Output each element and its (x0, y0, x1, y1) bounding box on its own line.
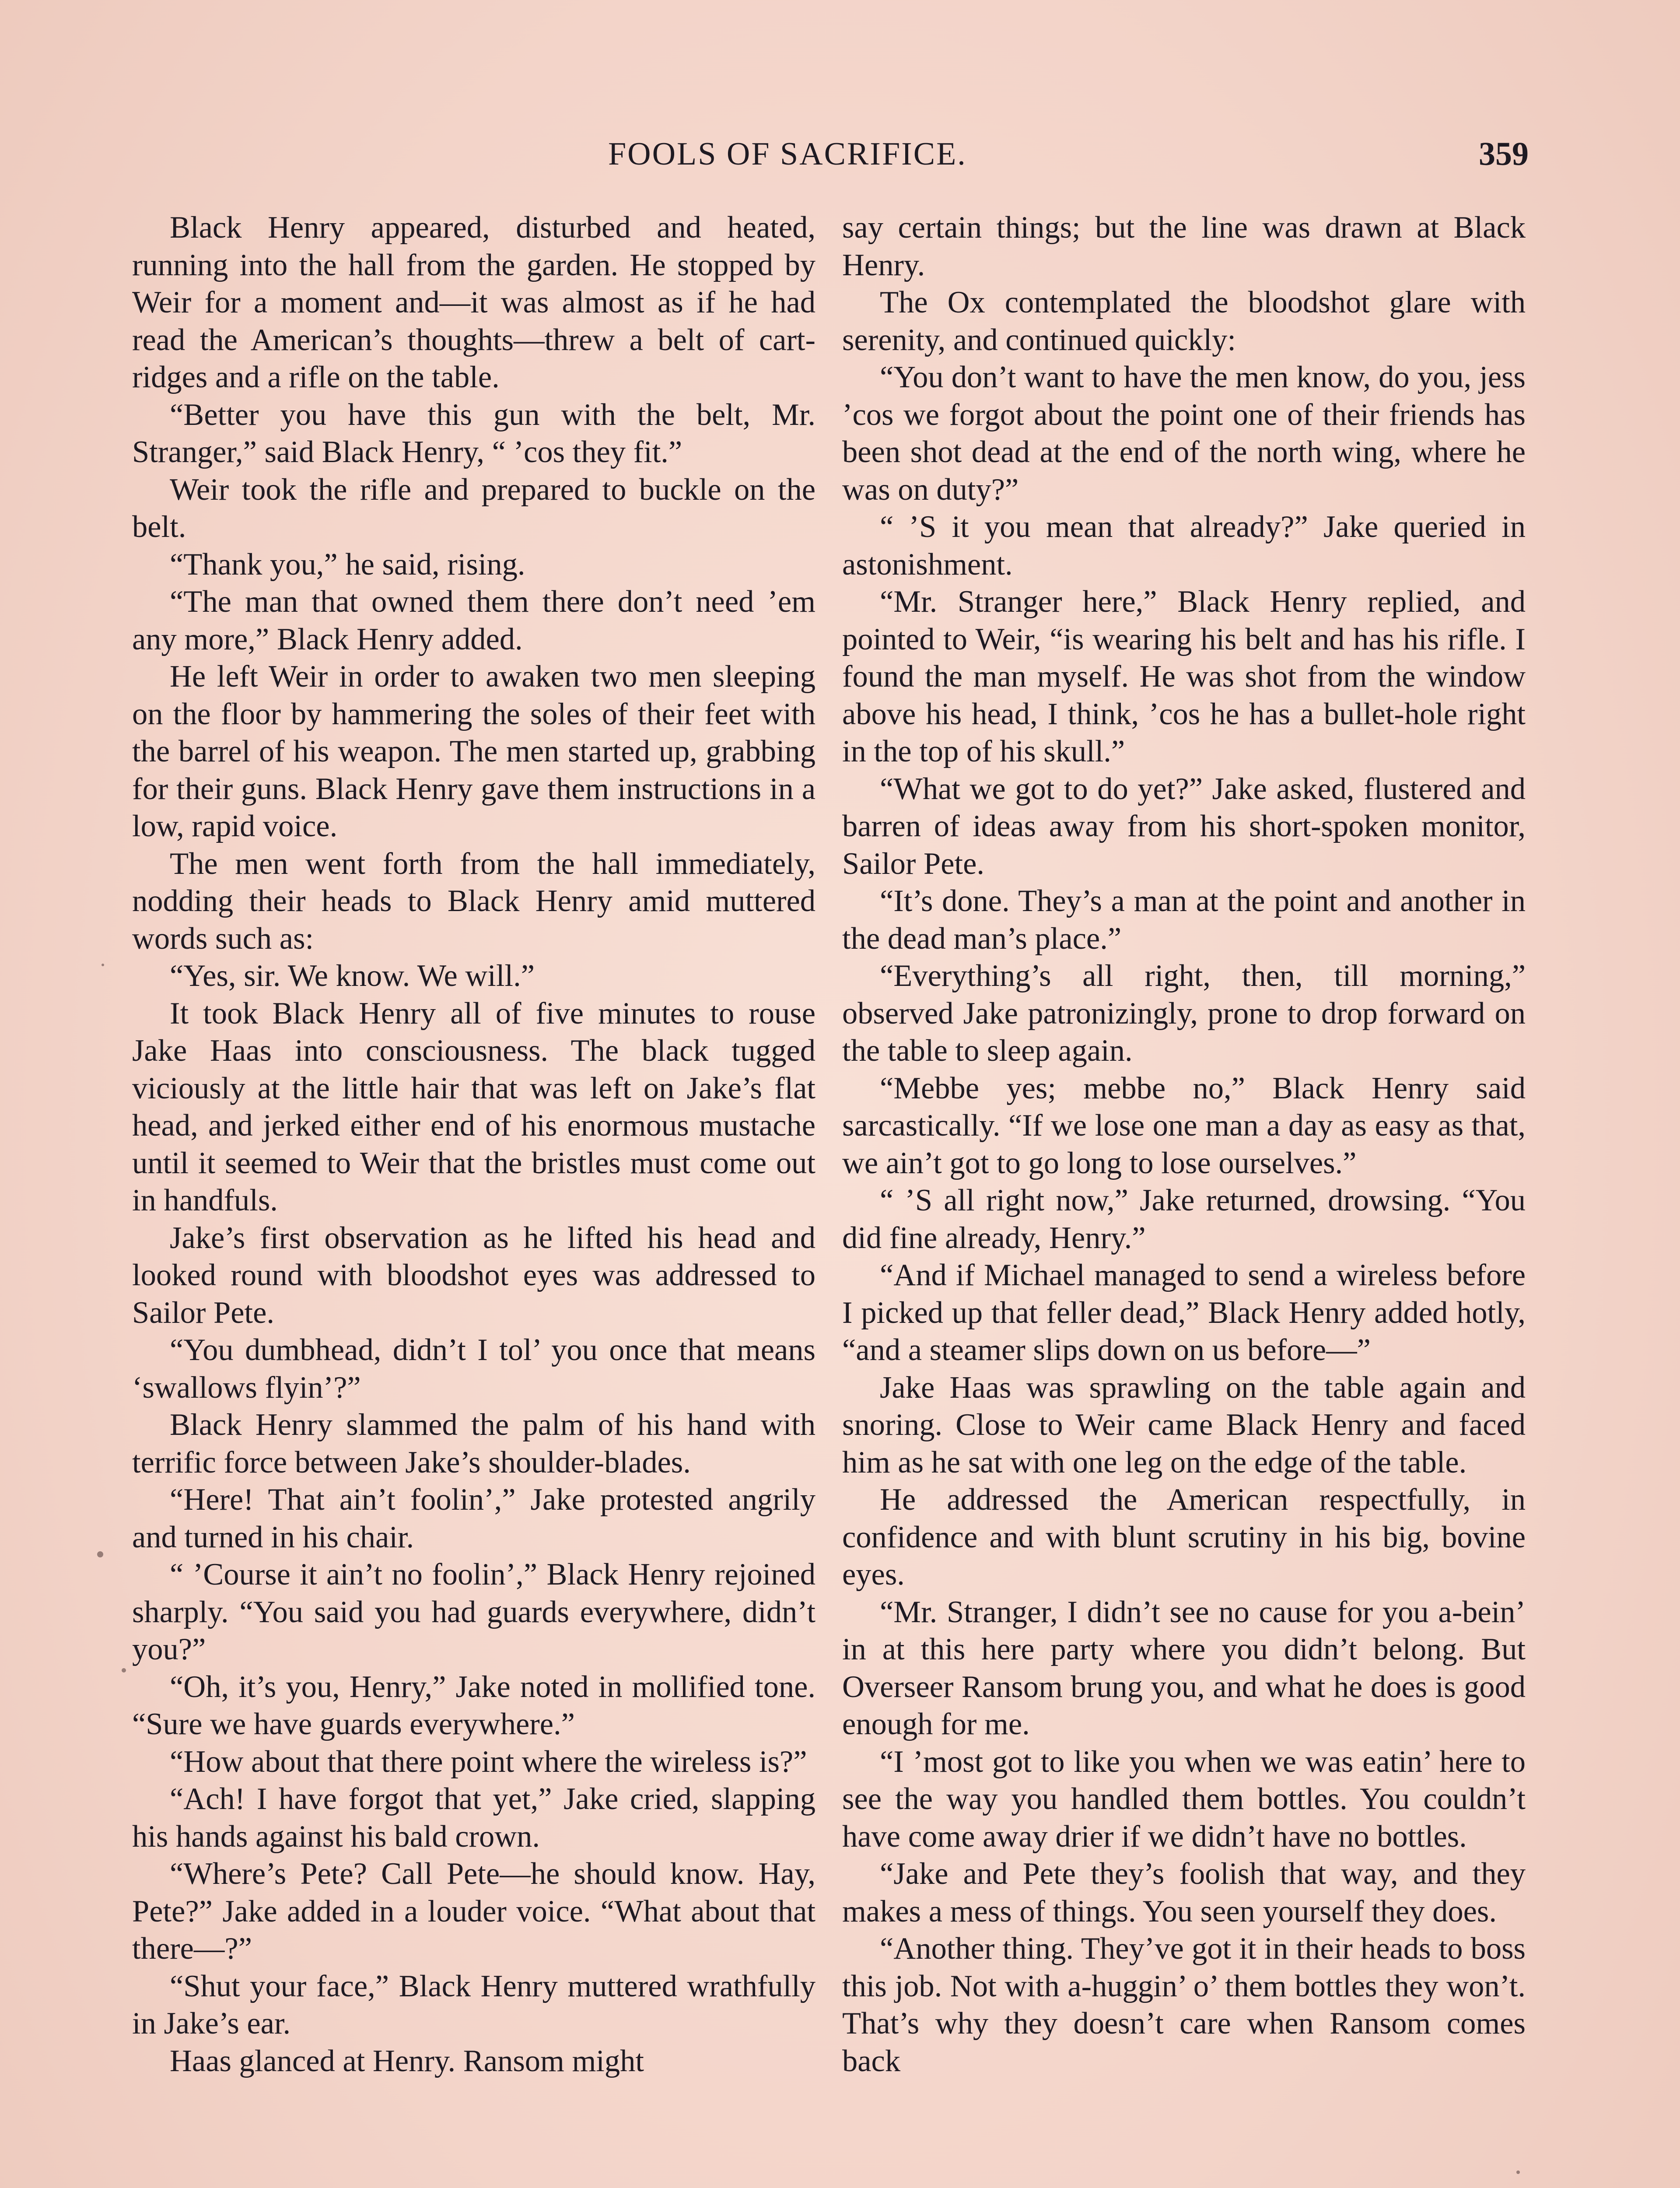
paragraph: “Ach! I have forgot that yet,” Jake cried, slapping his hands against his bald crown. (132, 1782, 816, 1854)
paragraph: “Yes, sir. We know. We will.” (170, 959, 535, 993)
page-number: 359 (1479, 136, 1529, 172)
running-title: FOOLS OF SACRIFICE. (608, 136, 967, 172)
paragraph: “Jake and Pete they’s foolish that way, and they makes a mess of things. You seen yourself they does. (842, 1857, 1526, 1929)
paragraph: “I ’most got to like you when we was eatin’ here to see the way you handled them bottles. You couldn’t have come away drier if we didn’t have no bottles. (842, 1744, 1526, 1854)
paper-speck (97, 1551, 103, 1557)
paragraph: “You don’t want to have the men know, do you, jess ’cos we forgot about the point one of their friends has been shot dead at the end of the north wing, where he was on duty?” (842, 360, 1526, 507)
paragraph: “Another thing. They’ve got it in their heads to boss this job. Not with a-huggin’ o’ them bottles they won’t. That’s why they doesn’t care when Ransom comes back (842, 1932, 1526, 2078)
paragraph: The men went forth from the hall immediately, nodding their heads to Black Henry amid muttered words such as: (132, 846, 816, 956)
paper-speck (122, 1668, 126, 1673)
paper-speck (1516, 2170, 1520, 2174)
right-text-column (842, 209, 1526, 2080)
paragraph: “ ’S all right now,” Jake returned, drowsing. “You did fine already, Henry.” (842, 1183, 1526, 1255)
paragraph: “ ’S it you mean that already?” Jake queried in astonishment. (842, 510, 1526, 582)
paragraph: “Where’s Pete? Call Pete—he should know. Hay, Pete?” Jake added in a louder voice. “What about that there—?” (132, 1857, 816, 1966)
paragraph: It took Black Henry all of five minutes to rouse Jake Haas into consciousness. The black tugged viciously at the little hair that was left on Jake’s flat head, and jerked either end of his enormous mustache until it seemed to Weir that the bristles must come out in handfuls. (132, 996, 816, 1217)
paragraph: “It’s done. They’s a man at the point and another in the dead man’s place.” (842, 884, 1526, 956)
paragraph: “Everything’s all right, then, till morning,” observed Jake patronizingly, prone to drop forward on the table to sleep again. (842, 959, 1526, 1068)
paragraph: “Mebbe yes; mebbe no,” Black Henry said sarcastically. “If we lose one man a day as easy as that, we ain’t got to go long to lose ourselves.” (842, 1071, 1526, 1180)
paragraph: Black Henry appeared, disturbed and heated, running into the hall from the garden. He stopped by Weir for a moment and—it was almost as if he had read the American’s thoughts—threw a belt of cartridges and a rifle on the table. (132, 210, 816, 394)
paragraph: “The man that owned them there don’t need ’em any more,” Black Henry added. (132, 585, 816, 656)
paragraph: Black Henry slammed the palm of his hand with terrific force between Jake’s shoulder-blades. (132, 1408, 816, 1480)
paragraph: He left Weir in order to awaken two men sleeping on the floor by hammering the soles of their feet with the barrel of his weapon. The men started up, grabbing for their guns. Black Henry gave them instructions in a low, rapid voice. (132, 659, 816, 843)
page-header (0, 128, 1680, 180)
paragraph: “Mr. Stranger here,” Black Henry replied, and pointed to Weir, “is wearing his belt and has his rifle. I found the man myself. He was shot from the window above his head, I think, ’cos he has a bullet-hole right in the top of his skull.” (842, 585, 1526, 768)
paragraph: Jake’s first observation as he lifted his head and looked round with bloodshot eyes was addressed to Sailor Pete. (132, 1220, 816, 1330)
paragraph: “What we got to do yet?” Jake asked, flustered and barren of ideas away from his short-spoken monitor, Sailor Pete. (842, 771, 1526, 881)
paragraph: “Shut your face,” Black Henry muttered wrathfully in Jake’s ear. (132, 1969, 816, 2041)
paragraph: He addressed the American respectfully, in confidence and with blunt scrutiny in his big, bovine eyes. (842, 1483, 1526, 1592)
paragraph: “Here! That ain’t foolin’,” Jake protested angrily and turned in his chair. (132, 1483, 816, 1554)
left-text-column (132, 209, 816, 2080)
paragraph: “You dumbhead, didn’t I tol’ you once that means ‘swallows flyin’?” (132, 1333, 816, 1405)
paragraph: “ ’Course it ain’t no foolin’,” Black Henry rejoined sharply. “You said you had guards everywhere, didn’t you?” (132, 1557, 816, 1666)
paper-speck (102, 964, 104, 966)
paragraph: “How about that there point where the wireless is?” (170, 1744, 807, 1779)
paragraph: “And if Michael managed to send a wireless before I picked up that feller dead,” Black Henry added hotly, “and a steamer slips down on us before—” (842, 1258, 1526, 1367)
paragraph: The Ox contemplated the bloodshot glare with serenity, and continued quickly: (842, 285, 1526, 357)
paragraph: “Mr. Stranger, I didn’t see no cause for you a-bein’ in at this here party where you didn’t belong. But Overseer Ransom brung you, and what he does is good enough for me. (842, 1595, 1526, 1741)
paragraph: “Oh, it’s you, Henry,” Jake noted in mollified tone. “Sure we have guards everywhere.” (132, 1669, 816, 1741)
paragraph: say certain things; but the line was drawn at Black Henry. (842, 210, 1526, 282)
paragraph: “Thank you,” he said, rising. (170, 547, 525, 582)
paragraph: Jake Haas was sprawling on the table again and snoring. Close to Weir came Black Henry and faced him as he sat with one leg on the edge of the table. (842, 1370, 1526, 1480)
paragraph: Haas glanced at Henry. Ransom might (170, 2044, 644, 2078)
paragraph: “Better you have this gun with the belt, Mr. Stranger,” said Black Henry, “ ’cos they fit.” (132, 397, 816, 469)
paragraph: Weir took the rifle and prepared to buckle on the belt. (132, 472, 816, 544)
